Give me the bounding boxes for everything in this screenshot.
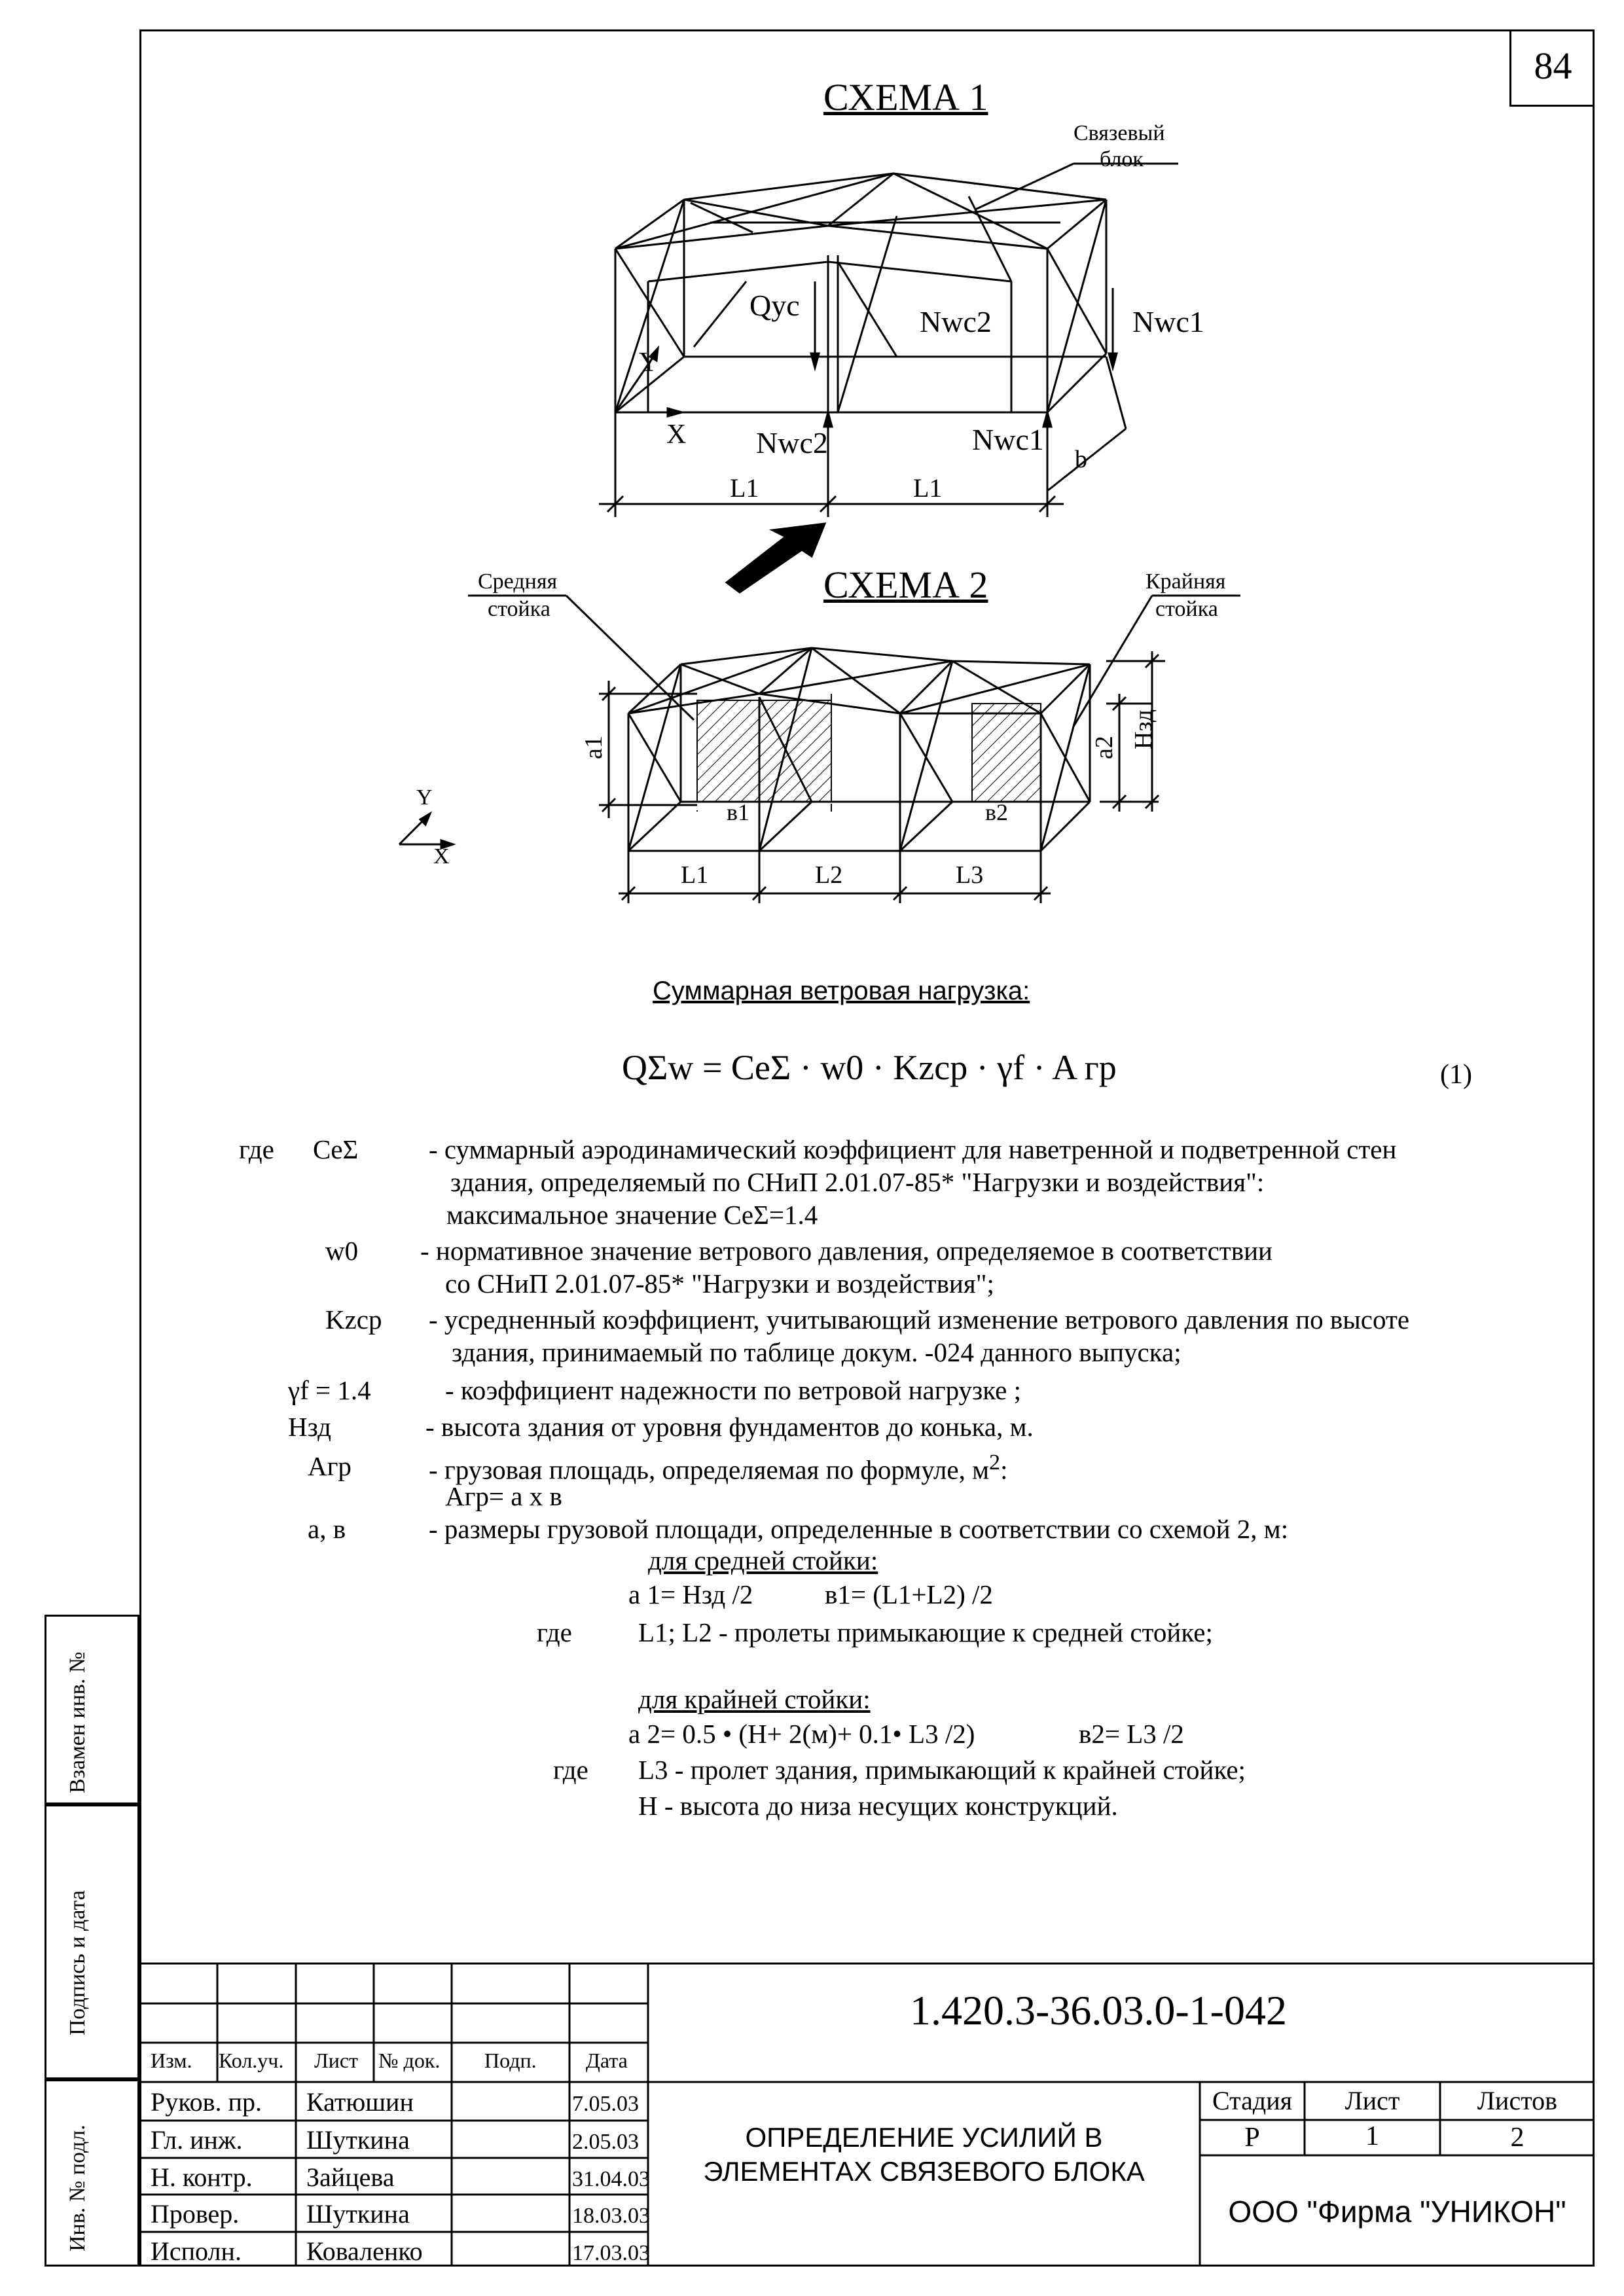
- dim-l1-2: L1: [681, 861, 709, 889]
- def-ab-symbol: а, в: [308, 1514, 346, 1544]
- formula-dot-1: ·: [799, 1048, 812, 1087]
- sheet-title: [648, 2121, 1200, 2189]
- stage-header: Стадия: [1212, 2086, 1293, 2115]
- date-4: 18.03.03: [572, 2204, 650, 2228]
- mid-column-label-2: стойка: [488, 597, 550, 621]
- role-3: Н. контр.: [151, 2162, 253, 2192]
- col-kol: Кол.уч.: [219, 2049, 284, 2072]
- def-gf-line-1: - коэффициент надежности по ветровой нагрузке ;: [445, 1375, 1021, 1405]
- name-1: Катюшин: [306, 2087, 414, 2117]
- def-h-line-1: - высота здания от уровня фундаментов до конька, м.: [425, 1412, 1034, 1442]
- sheet-title-line-1: ОПРЕДЕЛЕНИЕ УСИЛИЙ В: [745, 2122, 1103, 2153]
- name-2: Шуткина: [306, 2125, 410, 2155]
- col-podp: Подп.: [484, 2049, 537, 2072]
- col-izm: Изм.: [151, 2049, 192, 2072]
- document-code: 1.420.3-36.03.0-1-042: [910, 1987, 1287, 2034]
- name-4: Шуткина: [306, 2199, 410, 2229]
- def-w0-line-2: со СНиП 2.01.07-85* "Нагрузки и воздействия";: [445, 1268, 994, 1299]
- axis-y-label-2: Y: [416, 785, 433, 810]
- role-4: Провер.: [151, 2199, 240, 2229]
- formula-w0: w0: [820, 1048, 864, 1087]
- formula-ce: CeΣ: [731, 1048, 791, 1087]
- y-axis-label: Y: [639, 348, 659, 378]
- formula-q: QΣw: [622, 1048, 694, 1087]
- x-axis-label: X: [666, 420, 687, 450]
- mid-column-desc: L1; L2 - пролеты примыкающие к средней стойке;: [638, 1617, 1213, 1647]
- date-2: 2.05.03: [572, 2130, 639, 2154]
- scheme-2-title: СХЕМА 2: [823, 564, 988, 606]
- edge-column-l3: L3 - пролет здания, примыкающий к крайней стойке;: [638, 1755, 1246, 1785]
- dim-b-label: b: [1075, 446, 1087, 473]
- formula-agr: A гр: [1052, 1048, 1117, 1087]
- dim-l2-2: L2: [815, 861, 843, 889]
- def-kz-line-1: - усредненный коэффициент, учитывающий изменение ветрового давления по высоте: [429, 1304, 1410, 1335]
- sheet-number: 84: [1509, 29, 1595, 107]
- sheet-value: 1: [1365, 2121, 1379, 2151]
- dim-l3-2: L3: [956, 861, 984, 889]
- dim-h-label: Нзд: [1130, 709, 1157, 749]
- organization: ООО "Фирма "УНИКОН": [1228, 2195, 1566, 2229]
- section-title: Суммарная ветровая нагрузка:: [653, 977, 1030, 1005]
- dim-a2-label: a2: [1091, 736, 1118, 759]
- sheet-header: Лист: [1344, 2086, 1400, 2115]
- link-block-label-1: Связевый: [1074, 121, 1165, 145]
- edge-column-label-1: Крайняя: [1146, 569, 1226, 594]
- name-5: Коваленко: [306, 2236, 423, 2266]
- date-1: 7.05.03: [572, 2092, 639, 2116]
- dim-l1-right: L1: [913, 473, 943, 503]
- formula-eq: =: [702, 1048, 723, 1087]
- def-kz-symbol: Kzcp: [325, 1304, 382, 1335]
- def-w0-symbol: w0: [325, 1236, 359, 1266]
- nwc2-top-label: Nwc2: [920, 305, 992, 338]
- sheets-header: Листов: [1477, 2086, 1558, 2115]
- def-a-formula: Агр= а х в: [445, 1481, 562, 1511]
- date-3: 31.04.03: [572, 2167, 650, 2191]
- mid-column-b: в1= (L1+L2) /2: [825, 1579, 993, 1609]
- role-1: Руков. пр.: [151, 2087, 262, 2117]
- nwc1-bottom-label: Nwc1: [972, 423, 1044, 456]
- formula-gf: γf: [997, 1048, 1025, 1087]
- def-ce-line-3: максимальное значение CeΣ=1.4: [446, 1200, 818, 1230]
- def-ce-line-2: здания, определяемый по СНиП 2.01.07-85* "Нагрузки и воздействия":: [450, 1167, 1265, 1197]
- date-5: 17.03.03: [572, 2241, 650, 2265]
- axis-x-label-2: X: [433, 844, 450, 869]
- mid-column-title: для средней стойки:: [648, 1545, 878, 1575]
- dim-v2-label: в2: [985, 799, 1008, 825]
- formula-number: (1): [1440, 1060, 1472, 1090]
- def-a-symbol: Агр: [308, 1451, 352, 1481]
- def-ab-line-1: - размеры грузовой площади, определенные в соответствии со схемой 2, м:: [429, 1514, 1289, 1544]
- role-5: Исполн.: [151, 2236, 242, 2266]
- col-list: Лист: [314, 2049, 359, 2072]
- sheets-value: 2: [1510, 2123, 1525, 2153]
- dim-v1-label: в1: [727, 799, 749, 825]
- edge-column-where: где: [553, 1755, 588, 1785]
- def-kz-line-2: здания, принимаемый по таблице докум. -024 данного выпуска;: [452, 1337, 1182, 1367]
- formula-dot-4: ·: [1033, 1048, 1045, 1087]
- dim-l1-left: L1: [730, 473, 759, 503]
- role-2: Гл. инж.: [151, 2125, 243, 2155]
- scheme-1-title: СХЕМА 1: [823, 76, 988, 118]
- nwc1-top-label: Nwc1: [1132, 305, 1204, 338]
- stage-value: Р: [1244, 2123, 1260, 2153]
- dim-a1-label: a1: [580, 736, 607, 759]
- link-block-label-2: блок: [1100, 147, 1144, 171]
- nwc2-bottom-label: Nwc2: [756, 426, 828, 459]
- edge-column-b: в2= L3 /2: [1079, 1719, 1184, 1749]
- def-ce-line-1: - суммарный аэродинамический коэффициент для наветренной и подветренной стен: [429, 1134, 1397, 1164]
- def-where: где: [239, 1134, 274, 1164]
- side-label-vzamen: Взамен инв. №: [65, 1651, 90, 1793]
- mid-column-where: где: [537, 1617, 572, 1647]
- formula-dot-3: ·: [976, 1048, 988, 1087]
- col-doc: № док.: [378, 2049, 441, 2072]
- edge-column-h: Н - высота до низа несущих конструкций.: [638, 1791, 1118, 1821]
- def-ce-symbol: CeΣ: [313, 1134, 359, 1164]
- edge-column-label-2: стойка: [1155, 597, 1218, 621]
- def-w0-line-1: - нормативное значение ветрового давления, определяемое в соответствии: [420, 1236, 1272, 1266]
- qyc-label: Qyc: [749, 289, 800, 322]
- edge-column-a: а 2= 0.5 • (Н+ 2(м)+ 0.1• L3 /2): [628, 1719, 975, 1749]
- def-a-text: - грузовая площадь, определяемая по формуле, м: [429, 1454, 990, 1485]
- sheet-title-line-2: ЭЛЕМЕНТАХ СВЯЗЕВОГО БЛОКА: [703, 2156, 1145, 2187]
- col-date: Дата: [586, 2049, 628, 2072]
- def-h-symbol: Нзд: [288, 1412, 331, 1442]
- mid-column-label-1: Средняя: [478, 569, 558, 594]
- def-a-colon: :: [1000, 1454, 1008, 1485]
- def-gf-symbol: γf = 1.4: [288, 1375, 371, 1405]
- formula-dot-2: ·: [872, 1048, 884, 1087]
- mid-column-a: а 1= Нзд /2: [628, 1579, 753, 1609]
- formula-kz: Kzcp: [893, 1048, 968, 1087]
- def-a-sup: 2: [989, 1450, 1001, 1475]
- side-label-podpis: Подпись и дата: [65, 1890, 90, 2036]
- edge-column-title: для крайней стойки:: [638, 1684, 871, 1714]
- name-3: Зайцева: [306, 2162, 395, 2192]
- side-label-inv: Инв. № подл.: [65, 2125, 90, 2251]
